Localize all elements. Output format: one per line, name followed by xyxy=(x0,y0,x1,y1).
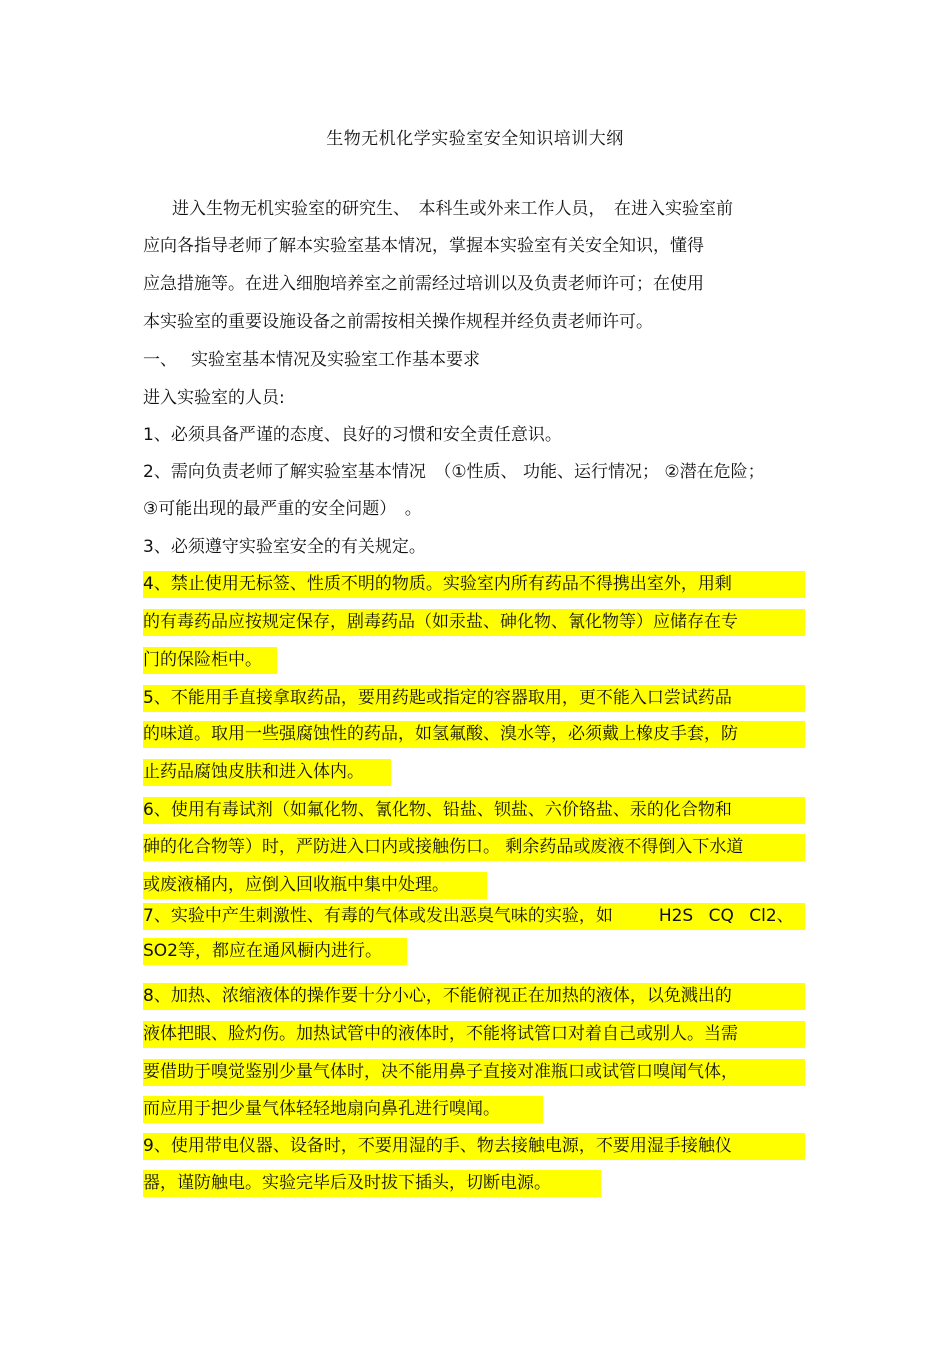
item-9-line-1: 9、使用带电仪器、设备时，不要用湿的手、物去接触电源，不要用湿手接触仪 xyxy=(143,1133,805,1160)
document-title: 生物无机化学实验室安全知识培训大纲 xyxy=(326,129,624,149)
item-2-line-2: ③可能出现的最严重的安全问题） 。 xyxy=(143,499,422,519)
item-8-line-2: 液体把眼、脸灼伤。加热试管中的液体时，不能将试管口对着自己或别人。当需 xyxy=(143,1021,805,1048)
section-number: 一、 xyxy=(143,350,177,370)
item-7-formulas: H2S CQ Cl2、 xyxy=(658,906,794,926)
item-5-line-2: 的味道。取用一些强腐蚀性的药品，如氢氟酸、溴水等，必须戴上橡皮手套，防 xyxy=(143,721,805,748)
persons-label: 进入实验室的人员: xyxy=(143,388,285,408)
item-6-line-1: 6、使用有毒试剂（如氟化物、氰化物、铅盐、钡盐、六价铬盐、汞的化合物和 xyxy=(143,797,805,824)
intro-line-2: 应向各指导老师了解本实验室基本情况，掌握本实验室有关安全知识，懂得 xyxy=(143,236,704,256)
intro-line-4: 本实验室的重要设施设备之前需按相关操作规程并经负责老师许可。 xyxy=(143,312,653,332)
item-6-line-3: 或废液桶内，应倒入回收瓶中集中处理。 xyxy=(143,872,487,899)
item-3: 3、必须遵守实验室安全的有关规定。 xyxy=(143,537,426,557)
item-7-line-2: SO2等，都应在通风橱内进行。 xyxy=(143,938,407,965)
item-5-line-1: 5、不能用手直接拿取药品，要用药匙或指定的容器取用，更不能入口尝试药品 xyxy=(143,685,805,712)
section-title: 实验室基本情况及实验室工作基本要求 xyxy=(191,350,480,370)
item-4-line-3: 门的保险柜中。 xyxy=(143,647,277,674)
item-8-line-3: 要借助于嗅觉鉴别少量气体时，决不能用鼻子直接对准瓶口或试管口嗅闻气体， xyxy=(143,1059,805,1086)
intro-line-3: 应急措施等。在进入细胞培养室之前需经过培训以及负责老师许可；在使用 xyxy=(143,274,704,294)
item-1: 1、必须具备严谨的态度、良好的习惯和安全责任意识。 xyxy=(143,425,562,445)
item-7-text: 7、实验中产生刺激性、有毒的气体或发出恶臭气味的实验，如 xyxy=(143,906,613,926)
item-4-line-2: 的有毒药品应按规定保存，剧毒药品（如汞盐、砷化物、氰化物等）应储存在专 xyxy=(143,609,805,636)
item-4-line-1: 4、禁止使用无标签、性质不明的物质。实验室内所有药品不得携出室外，用剩 xyxy=(143,571,805,598)
item-5-line-3: 止药品腐蚀皮肤和进入体内。 xyxy=(143,759,391,786)
item-9-line-2: 器，谨防触电。实验完毕后及时拔下插头，切断电源。 xyxy=(143,1170,601,1197)
item-7-line-1 xyxy=(143,903,805,930)
item-8-line-4: 而应用于把少量气体轻轻地扇向鼻孔进行嗅闻。 xyxy=(143,1096,543,1123)
intro-line-1: 进入生物无机实验室的研究生、 本科生或外来工作人员， 在进入实验室前 xyxy=(172,199,733,219)
item-6-line-2: 砷的化合物等）时，严防进入口内或接触伤口。 剩余药品或废液不得倒入下水道 xyxy=(143,834,805,861)
item-2-line-1: 2、需向负责老师了解实验室基本情况 （①性质、 功能、运行情况； ②潜在危险； xyxy=(143,462,765,482)
item-8-line-1: 8、加热、浓缩液体的操作要十分小心，不能俯视正在加热的液体，以免溅出的 xyxy=(143,983,805,1010)
section-heading xyxy=(143,347,480,374)
